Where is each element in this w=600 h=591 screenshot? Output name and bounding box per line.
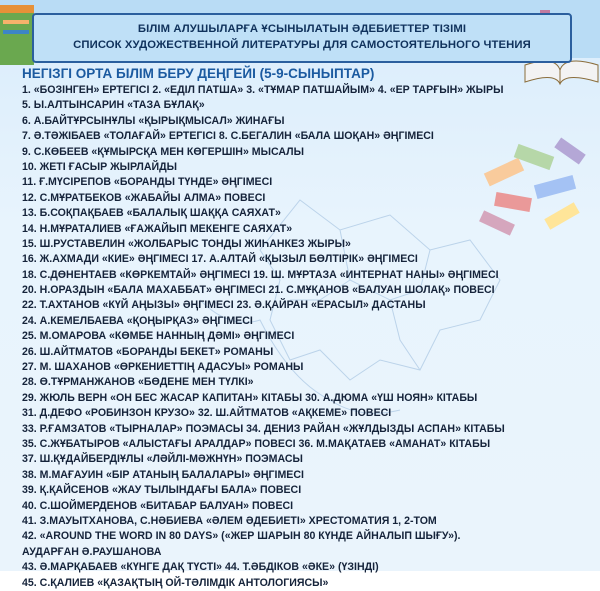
list-item: 1. «БОЗІНГЕН» ЕРТЕГІСІ 2. «ЕДІЛ ПАТША» 3. «ТҰМАР ПАТШАЙЫМ» 4. «ЕР ТАРҒЫН» ЖЫРЫ xyxy=(22,84,504,96)
list-item: 10. ЖЕТІ ҒАСЫР ЖЫРЛАЙДЫ xyxy=(22,160,178,173)
list-item: 14. Н.МҰРАТАЛИЕВ «ҒАЖАЙЫП МЕКЕНГЕ САЯХАТ» xyxy=(22,222,293,235)
title-box xyxy=(32,13,572,63)
list-item: 20. Н.ОРАЗДЫН «БАЛА МАХАББАТ» ӘҢГІМЕСІ 21. С.МҰҚАНОВ «БАЛУАН ШОЛАҚ» ПОВЕСІ xyxy=(22,284,495,297)
level-heading: НЕГІЗГІ ОРТА БІЛІМ БЕРУ ДЕҢГЕЙІ (5-9-СЫНЫПТАР) xyxy=(22,66,375,81)
list-item: 38. М.МАҒАУИН «БІР АТАНЫҢ БАЛАЛАРЫ» ӘҢГІМЕСІ xyxy=(22,468,304,481)
list-item: 31. Д.ДЕФО «РОБИНЗОН КРУЗО» 32. Ш.АЙТМАТОВ «АҚКЕМЕ» ПОВЕСІ xyxy=(22,407,392,420)
list-item: 42. «AROUND THE WORD IN 80 DAYS» («ЖЕР ШАРЫН 80 КҮНДЕ АЙНАЛЫП ШЫҒУ»). xyxy=(22,530,461,543)
list-item: 5. Ы.АЛТЫНСАРИН «ТАЗА БҰЛАҚ» xyxy=(22,99,205,112)
list-item: 40. С.ШОЙМЕРДЕНОВ «БИТАБАР БАЛУАН» ПОВЕСІ xyxy=(22,499,294,512)
list-item: 35. С.ЖҰБАТЫРОВ «АЛЫСТАҒЫ АРАЛДАР» ПОВЕСІ 36. М.МАҚАТАЕВ «АМАНАТ» КІТАБЫ xyxy=(22,437,491,450)
list-item: 29. ЖЮЛЬ ВЕРН «ОН БЕС ЖАСАР КАПИТАН» КІТАБЫ 30. А.ДЮМА «ҮШ НОЯН» КІТАБЫ xyxy=(22,391,478,404)
title-russian: СПИСОК ХУДОЖЕСТВЕННОЙ ЛИТЕРАТУРЫ ДЛЯ САМОСТОЯТЕЛЬНОГО ЧТЕНИЯ xyxy=(73,39,531,51)
list-item: 22. Т.АХТАНОВ «КҮЙ АҢЫЗЫ» ӘҢГІМЕСІ 23. Ә.ҚАЙРАН «ЕРАСЫЛ» ДАСТАНЫ xyxy=(22,299,426,312)
list-item: 12. С.МҰРАТБЕКОВ «ЖАБАЙЫ АЛМА» ПОВЕСІ xyxy=(22,191,266,204)
list-item: 39. Қ.ҚАЙСЕНОВ «ЖАУ ТЫЛЫНДАҒЫ БАЛА» ПОВЕСІ xyxy=(22,484,302,497)
list-item: 18. С.ДӨНЕНТАЕВ «КӨРКЕМТАЙ» ӘҢГІМЕСІ 19. Ш. МҰРТАЗА «ИНТЕРНАТ НАНЫ» ӘҢГІМЕСІ xyxy=(22,268,499,281)
list-item: 43. Ә.МАРҚАБАЕВ «КҮНГЕ ДАҚ ТҮСТІ» 44. Т.ӘБДІКОВ «ӘКЕ» (ҮЗІНДІ) xyxy=(22,561,379,574)
list-item: 16. Ж.АХМАДИ «КИЕ» ӘҢГІМЕСІ 17. А.АЛТАЙ «ҚЫЗЫЛ БӨЛТІРІК» ӘҢГІМЕСІ xyxy=(22,253,418,266)
list-item: 15. Ш.РУСТАВЕЛИН «ЖОЛБАРЫС ТОНДЫ ЖИҺАНКЕЗ ЖЫРЫ» xyxy=(22,237,351,250)
list-item: 9. С.КӨБЕЕВ «ҚҰМЫРСҚА МЕН КӨГЕРШІН» МЫСАЛЫ xyxy=(22,145,304,158)
list-item: 33. Р.ҒАМЗАТОВ «ТЫРНАЛАР» ПОЭМАСЫ 34. ДЕНИЗ РАЙАН «ЖҰЛДЫЗДЫ АСПАН» КІТАБЫ xyxy=(22,422,505,435)
list-item: 25. М.ОМАРОВА «КӨМБЕ НАННЫҢ ДӘМІ» ӘҢГІМЕСІ xyxy=(22,330,295,343)
title-kazakh: БІЛІМ АЛУШЫЛАРҒА ҰСЫНЫЛАТЫН ӘДЕБИЕТТЕР ТІЗІМІ xyxy=(137,23,467,35)
list-item: АУДАРҒАН Ә.РАУШАНОВА xyxy=(22,545,162,558)
list-item: 13. Б.СОҚПАҚБАЕВ «БАЛАЛЫҚ ШАҚҚА САЯХАТ» xyxy=(22,207,281,220)
list-item: 26. Ш.АЙТМАТОВ «БОРАНДЫ БЕКЕТ» РОМАНЫ xyxy=(22,345,274,358)
list-item: 41. З.МАУЫТХАНОВА, С.НӘБИЕВА «ӘЛЕМ ӘДЕБИЕТІ» ХРЕСТОМАТИЯ 1, 2-ТОМ xyxy=(22,514,437,527)
list-item: 45. С.ҚАЛИЕВ «ҚАЗАҚТЫҢ ОЙ-ТӘЛІМДІК АНТОЛОГИЯСЫ» xyxy=(22,576,329,589)
list-item: 37. Ш.ҚҰДАЙБЕРДІҰЛЫ «ЛӘЙЛІ-МӘЖНҮН» ПОЭМАСЫ xyxy=(22,453,303,466)
list-item: 27. М. ШАХАНОВ «ӨРКЕНИЕТТІҢ АДАСУЫ» РОМАНЫ xyxy=(22,361,304,374)
list-item: 24. А.КЕМЕЛБАЕВА «ҚОҢЫРҚАЗ» ӘҢГІМЕСІ xyxy=(22,314,253,327)
list-item: 7. Ә.ТӘЖІБАЕВ «ТОЛАҒАЙ» ЕРТЕГІСІ 8. С.БЕГАЛИН «БАЛА ШОҚАН» ӘҢГІМЕСІ xyxy=(22,130,434,143)
list-item: 11. Ғ.МҮСІРЕПОВ «БОРАНДЫ ТҮНДЕ» ӘҢГІМЕСІ xyxy=(22,176,273,189)
book-list xyxy=(22,83,592,591)
list-item: 6. А.БАЙТҰРСЫНҰЛЫ «ҚЫРЫҚМЫСАЛ» ЖИНАҒЫ xyxy=(22,114,285,127)
list-item: 28. Ө.ТҰРМАНЖАНОВ «БӨДЕНЕ МЕН ТҮЛКІ» xyxy=(22,376,254,389)
